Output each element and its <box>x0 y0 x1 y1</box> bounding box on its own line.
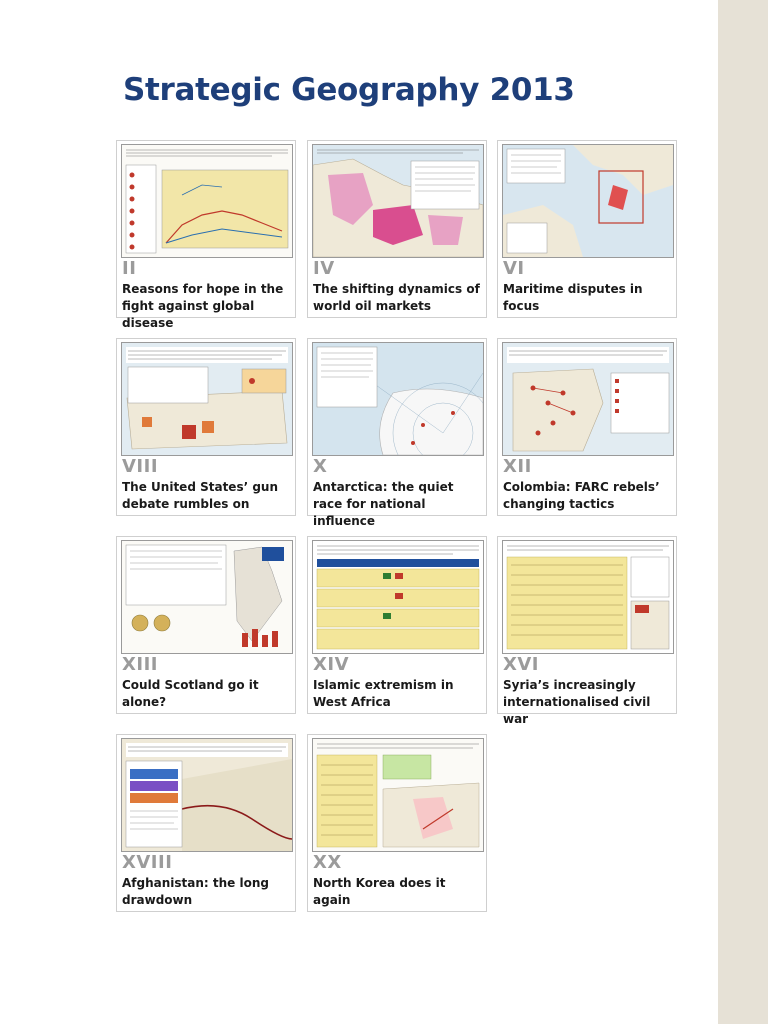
thumbnail-syria <box>502 540 674 654</box>
section-numeral: VI <box>503 258 525 279</box>
thumbnail-us-gun <box>121 342 293 456</box>
section-caption: Could Scotland go it alone? <box>122 678 259 709</box>
section-numeral: II <box>122 258 137 279</box>
contents-card-antarctica[interactable] <box>307 338 487 528</box>
thumbnail-west-africa <box>312 540 484 654</box>
contents-card-colombia[interactable] <box>497 338 677 516</box>
thumbnail-afghanistan <box>121 738 293 852</box>
contents-card-us-gun[interactable] <box>116 338 296 516</box>
thumbnail-scotland <box>121 540 293 654</box>
section-numeral: XIV <box>313 654 350 675</box>
section-numeral: XVIII <box>122 852 173 873</box>
page-title: Strategic Geography 2013 <box>123 72 575 108</box>
thumbnail-colombia <box>502 342 674 456</box>
thumbnail-antarctica <box>312 342 484 456</box>
contents-card-disease[interactable] <box>116 140 296 330</box>
thumbnail-maritime <box>502 144 674 258</box>
section-caption: Colombia: FARC rebels’ changing tactics <box>503 480 660 511</box>
section-numeral: XIII <box>122 654 158 675</box>
section-caption: North Korea does it again <box>313 876 446 907</box>
section-numeral: IV <box>313 258 335 279</box>
section-caption: Afghanistan: the long drawdown <box>122 876 269 907</box>
section-numeral: XII <box>503 456 532 477</box>
section-numeral: VIII <box>122 456 159 477</box>
section-caption: Reasons for hope in the fight against global disease <box>122 282 284 330</box>
contents-card-scotland[interactable] <box>116 536 296 714</box>
thumbnail-north-korea <box>312 738 484 852</box>
contents-card-syria[interactable] <box>497 536 677 726</box>
side-strip <box>718 0 768 1024</box>
section-caption: The United States’ gun debate rumbles on <box>122 480 278 511</box>
section-numeral: XX <box>313 852 342 873</box>
section-caption: Maritime disputes in focus <box>503 282 643 313</box>
section-numeral: XVI <box>503 654 540 675</box>
contents-card-oil[interactable] <box>307 140 487 318</box>
contents-card-maritime[interactable] <box>497 140 677 318</box>
contents-card-west-africa[interactable] <box>307 536 487 714</box>
thumbnail-oil <box>312 144 484 258</box>
thumbnail-disease <box>121 144 293 258</box>
section-caption: Antarctica: the quiet race for national influence <box>313 480 454 528</box>
contents-card-north-korea[interactable] <box>307 734 487 912</box>
section-caption: The shifting dynamics of world oil markets <box>313 282 480 313</box>
section-caption: Islamic extremism in West Africa <box>313 678 454 709</box>
section-caption: Syria’s increasingly internationalised civil war <box>503 678 651 726</box>
contents-card-afghanistan[interactable] <box>116 734 296 912</box>
section-numeral: X <box>313 456 328 477</box>
